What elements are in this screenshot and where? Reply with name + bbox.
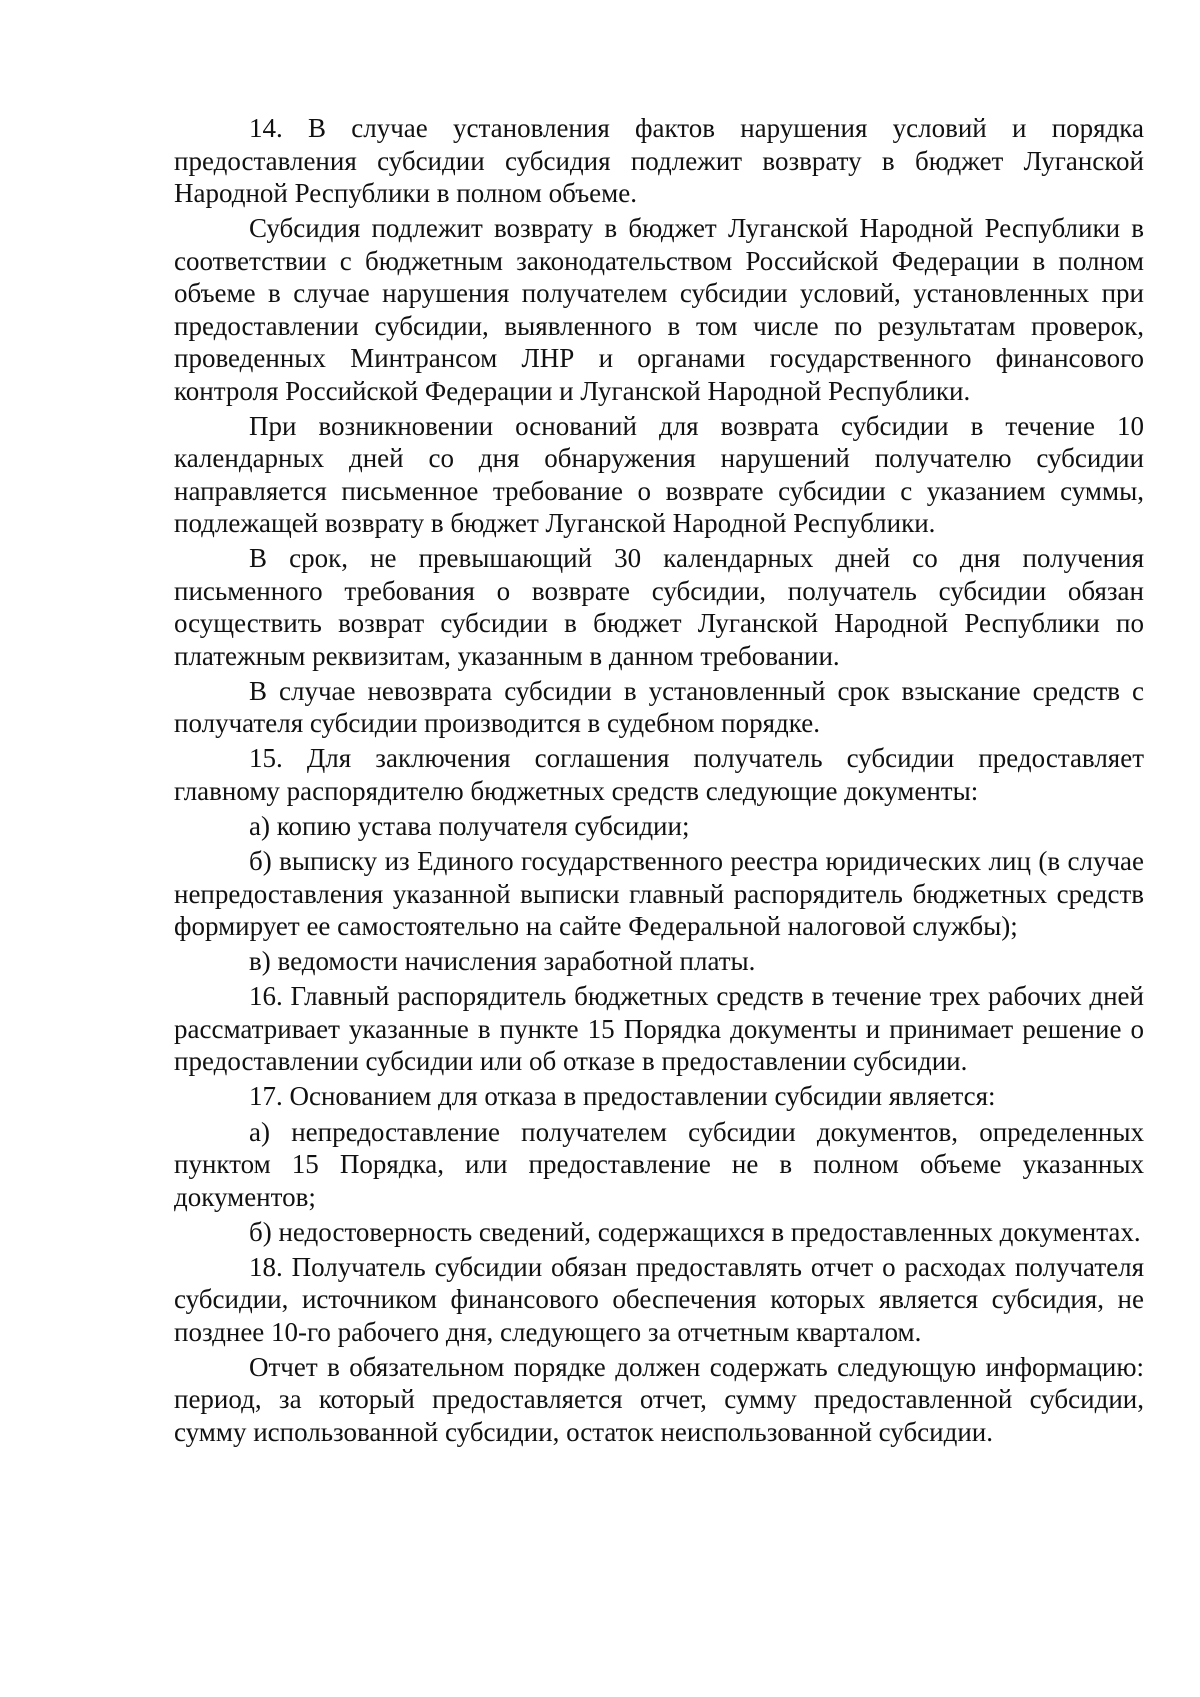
paragraph-17-item-a: а) непредоставление получателем субсидии документов, определенных пунктом 15 Порядка, или предоставление не в полном объеме указанных документов; — [174, 1116, 1144, 1212]
paragraph-15-item-b: б) выписку из Единого государственного реестра юридических лиц (в случае непредоставления указанной выписки главный распорядитель бюджетных средств формирует ее самостоятельно на сайте Федеральной налоговой службы); — [174, 846, 1144, 942]
paragraph-refund-notice: При возникновении оснований для возврата субсидии в течение 10 календарных дней со дня обнаружения нарушений получателю субсидии направляется письменное требование о возврате субсидии с указанием суммы, подлежащей возврату в бюджет Луганской Народной Республики. — [174, 410, 1144, 539]
paragraph-16: 16. Главный распорядитель бюджетных средств в течение трех рабочих дней рассматривает указанные в пункте 15 Порядка документы и принимает решение о предоставлении субсидии или об отказе в предоставлении субсидии. — [174, 981, 1144, 1077]
paragraph-court-recovery: В случае невозврата субсидии в установленный срок взыскание средств с получателя субсидии производится в судебном порядке. — [174, 675, 1144, 739]
paragraph-17: 17. Основанием для отказа в предоставлении субсидии является: — [249, 1081, 996, 1112]
paragraph-refund-deadline: В срок, не превышающий 30 календарных дней со дня получения письменного требования о возврате субсидии, получатель субсидии обязан осуществить возврат субсидии в бюджет Луганской Народной Республики по платежным реквизитам, указанным в данном требовании. — [174, 543, 1144, 671]
paragraph-17-item-b: б) недостоверность сведений, содержащихся в предоставленных документах. — [249, 1216, 1141, 1247]
paragraph-15: 15. Для заключения соглашения получатель субсидии предоставляет главному распорядителю бюджетных средств следующие документы: — [174, 743, 1144, 806]
paragraph-refund-conditions: Субсидия подлежит возврату в бюджет Луганской Народной Республики в соответствии с бюджетным законодательством Российской Федерации в полном объеме в случае нарушения получателем субсидии условий, установленных при предоставлении субсидии, выявленного в том числе по результатам проверок, проведенных Минтрансом ЛНР и органами государственного финансового контроля Российской Федерации и Луганской Народной Республики. — [174, 213, 1144, 406]
paragraph-15-item-a: а) копию устава получателя субсидии; — [249, 811, 690, 842]
paragraph-14: 14. В случае установления фактов нарушения условий и порядка предоставления субсидии субсидия подлежит возврату в бюджет Луганской Народной Республики в полном объеме. — [174, 113, 1144, 208]
paragraph-report-content: Отчет в обязательном порядке должен содержать следующую информацию: период, за который предоставляется отчет, сумму предоставленной субсидии, сумму использованной субсидии, остаток неиспользованной субсидии. — [174, 1351, 1144, 1447]
paragraph-18: 18. Получатель субсидии обязан предоставлять отчет о расходах получателя субсидии, источником финансового обеспечения которых является субсидия, не позднее 10-го рабочего дня, следующего за отчетным кварталом. — [174, 1251, 1144, 1347]
document-body — [174, 112, 1144, 1451]
paragraph-15-item-c: в) ведомости начисления заработной платы. — [249, 946, 756, 977]
